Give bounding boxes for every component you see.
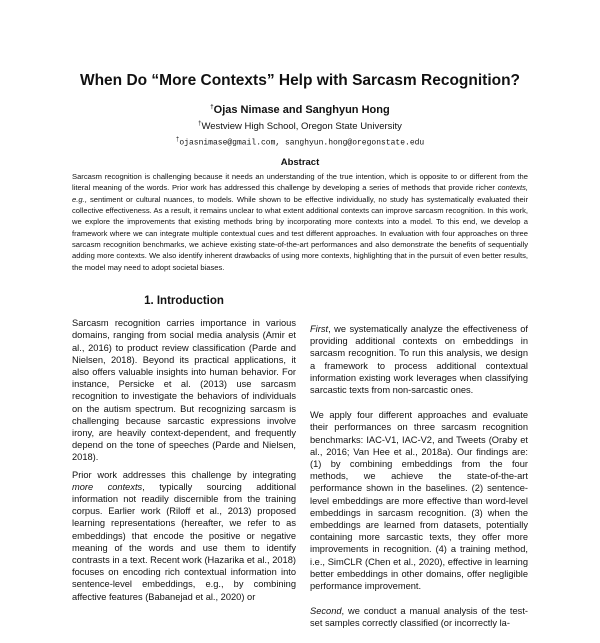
right-paragraph-1: [310, 323, 528, 396]
intro-p2-text-b: , typically sourcing additional information not readily discernible from the training corpus. Earlier work (Riloff et al., 2013) proposed learning representations (hereafter, we refer to as embeddings) that encode the positive or negative meaning of the words and use them to identify contrasts in a text. Recent work (Hazarika et al., 2018) focuses on encoding rich contextual information into sentence-level embeddings, e.g., by combining affective features (Babanejad et al., 2020) or: [72, 481, 297, 602]
intro-paragraph-1: Sarcasm recognition carries importance in various domains, ranging from social media analysis (Amir et al., 2016) to product review classification (Parde and Nielsen, 2018). Beyond its practical applications, it also offers valuable insights into human behavior. For instance, Persicke et al. (2013) use sarcasm recognition to investigate the behaviors of individuals on the autism spectrum. But recognizing sarcasm is challenging because sarcastic expressions involve irony, are heavily context-dependent, and frequently depend on the tone of speeches (Parde and Nielsen, 2018).: [72, 318, 296, 463]
right-paragraph-2: We apply four different approaches and evaluate their performances on three sarcasm recognition benchmarks: IAC-V1, IAC-V2, and Tweets (Oraby et al., 2016; Van Hee et al., 2018a). Our findings are: (1) by combining embeddings from the four methods, we achieve the state-of-the-art performance shown in the baselines. (2) sentence-level embeddings are more effective than word-level embeddings in sarcasm recognition. (3) when the embeddings are learned from datasets, potentially containing more sarcastic texts, they offer more improvements in recognition. (4) a training method, i.e., SimCLR (Chen et al., 2020), effective in learning better embeddings in other domains, offer negligible performance improvement.: [310, 410, 528, 592]
right-p3-text: , we conduct a manual analysis of the test-set samples correctly classified (or incorrectly la-: [310, 606, 528, 629]
affiliation-line: [0, 121, 600, 132]
right-p1-emphasis: First: [310, 324, 329, 334]
intro-p2-text-a: Prior work addresses this challenge by integrating: [72, 469, 296, 480]
paper-title: When Do “More Contexts” Help with Sarcasm Recognition?: [79, 72, 521, 89]
right-p1-text: , we systematically analyze the effectiveness of providing additional contexts on embeddings in sarcasm recognition. To run this analysis, we design a framework to process additional contextual information existing work leverages when classifying sarcastic texts from non-sarcastic ones.: [310, 324, 528, 396]
abstract-text-2: , sentiment or cultural nuances, to models. While shown to be effective individually, no study has systematically evaluated their collective effectiveness. As a result, it remains unclear to what extent additional contexts can improve sarcasm recognition. In this work, we explore the improvements that existing methods bring by incorporating more contexts into a model. To this end, we develop a framework where we can integrate multiple contextual cues and test different approaches. In evaluation with four approaches on three sarcasm recognition benchmarks, we achieve existing state-of-the-art performances and also demonstrate the benefits of sequentially adding more contexts. We also identify inherent drawbacks of using more contexts, highlighting that in the pursuit of even better results, the model may need to adopt societal biases.: [72, 194, 528, 272]
abstract-emphasis: contexts, e.g.: [72, 183, 528, 204]
emails: ojasnimase@gmail.com, sanghyun.hong@oregonstate.edu: [179, 138, 425, 148]
intro-paragraph-2: [72, 469, 296, 603]
right-column: [310, 323, 528, 643]
section-heading-introduction: 1. Introduction: [144, 295, 224, 307]
email-mark: †: [175, 136, 180, 143]
right-p3-emphasis: Second: [310, 606, 342, 617]
abstract-text-1: Sarcasm recognition is challenging because it needs an understanding of the true intention, which is opposite to or different from the literal meaning of the words. Prior work has addressed this challenge by developing a series of methods that provide richer: [72, 172, 528, 193]
author-line: [0, 104, 600, 116]
abstract-body: [72, 171, 528, 273]
email-line: [0, 136, 600, 148]
authors: Ojas Nimase and Sanghyun Hong: [213, 104, 390, 116]
affiliation: Westview High School, Oregon State University: [201, 121, 402, 133]
abstract-heading: Abstract: [280, 157, 320, 168]
left-column: [72, 295, 296, 608]
right-paragraph-3: [310, 605, 528, 629]
affil-mark: †: [198, 121, 202, 127]
intro-p2-emphasis: more contexts: [72, 481, 143, 492]
author-affil-mark: †: [210, 104, 214, 111]
